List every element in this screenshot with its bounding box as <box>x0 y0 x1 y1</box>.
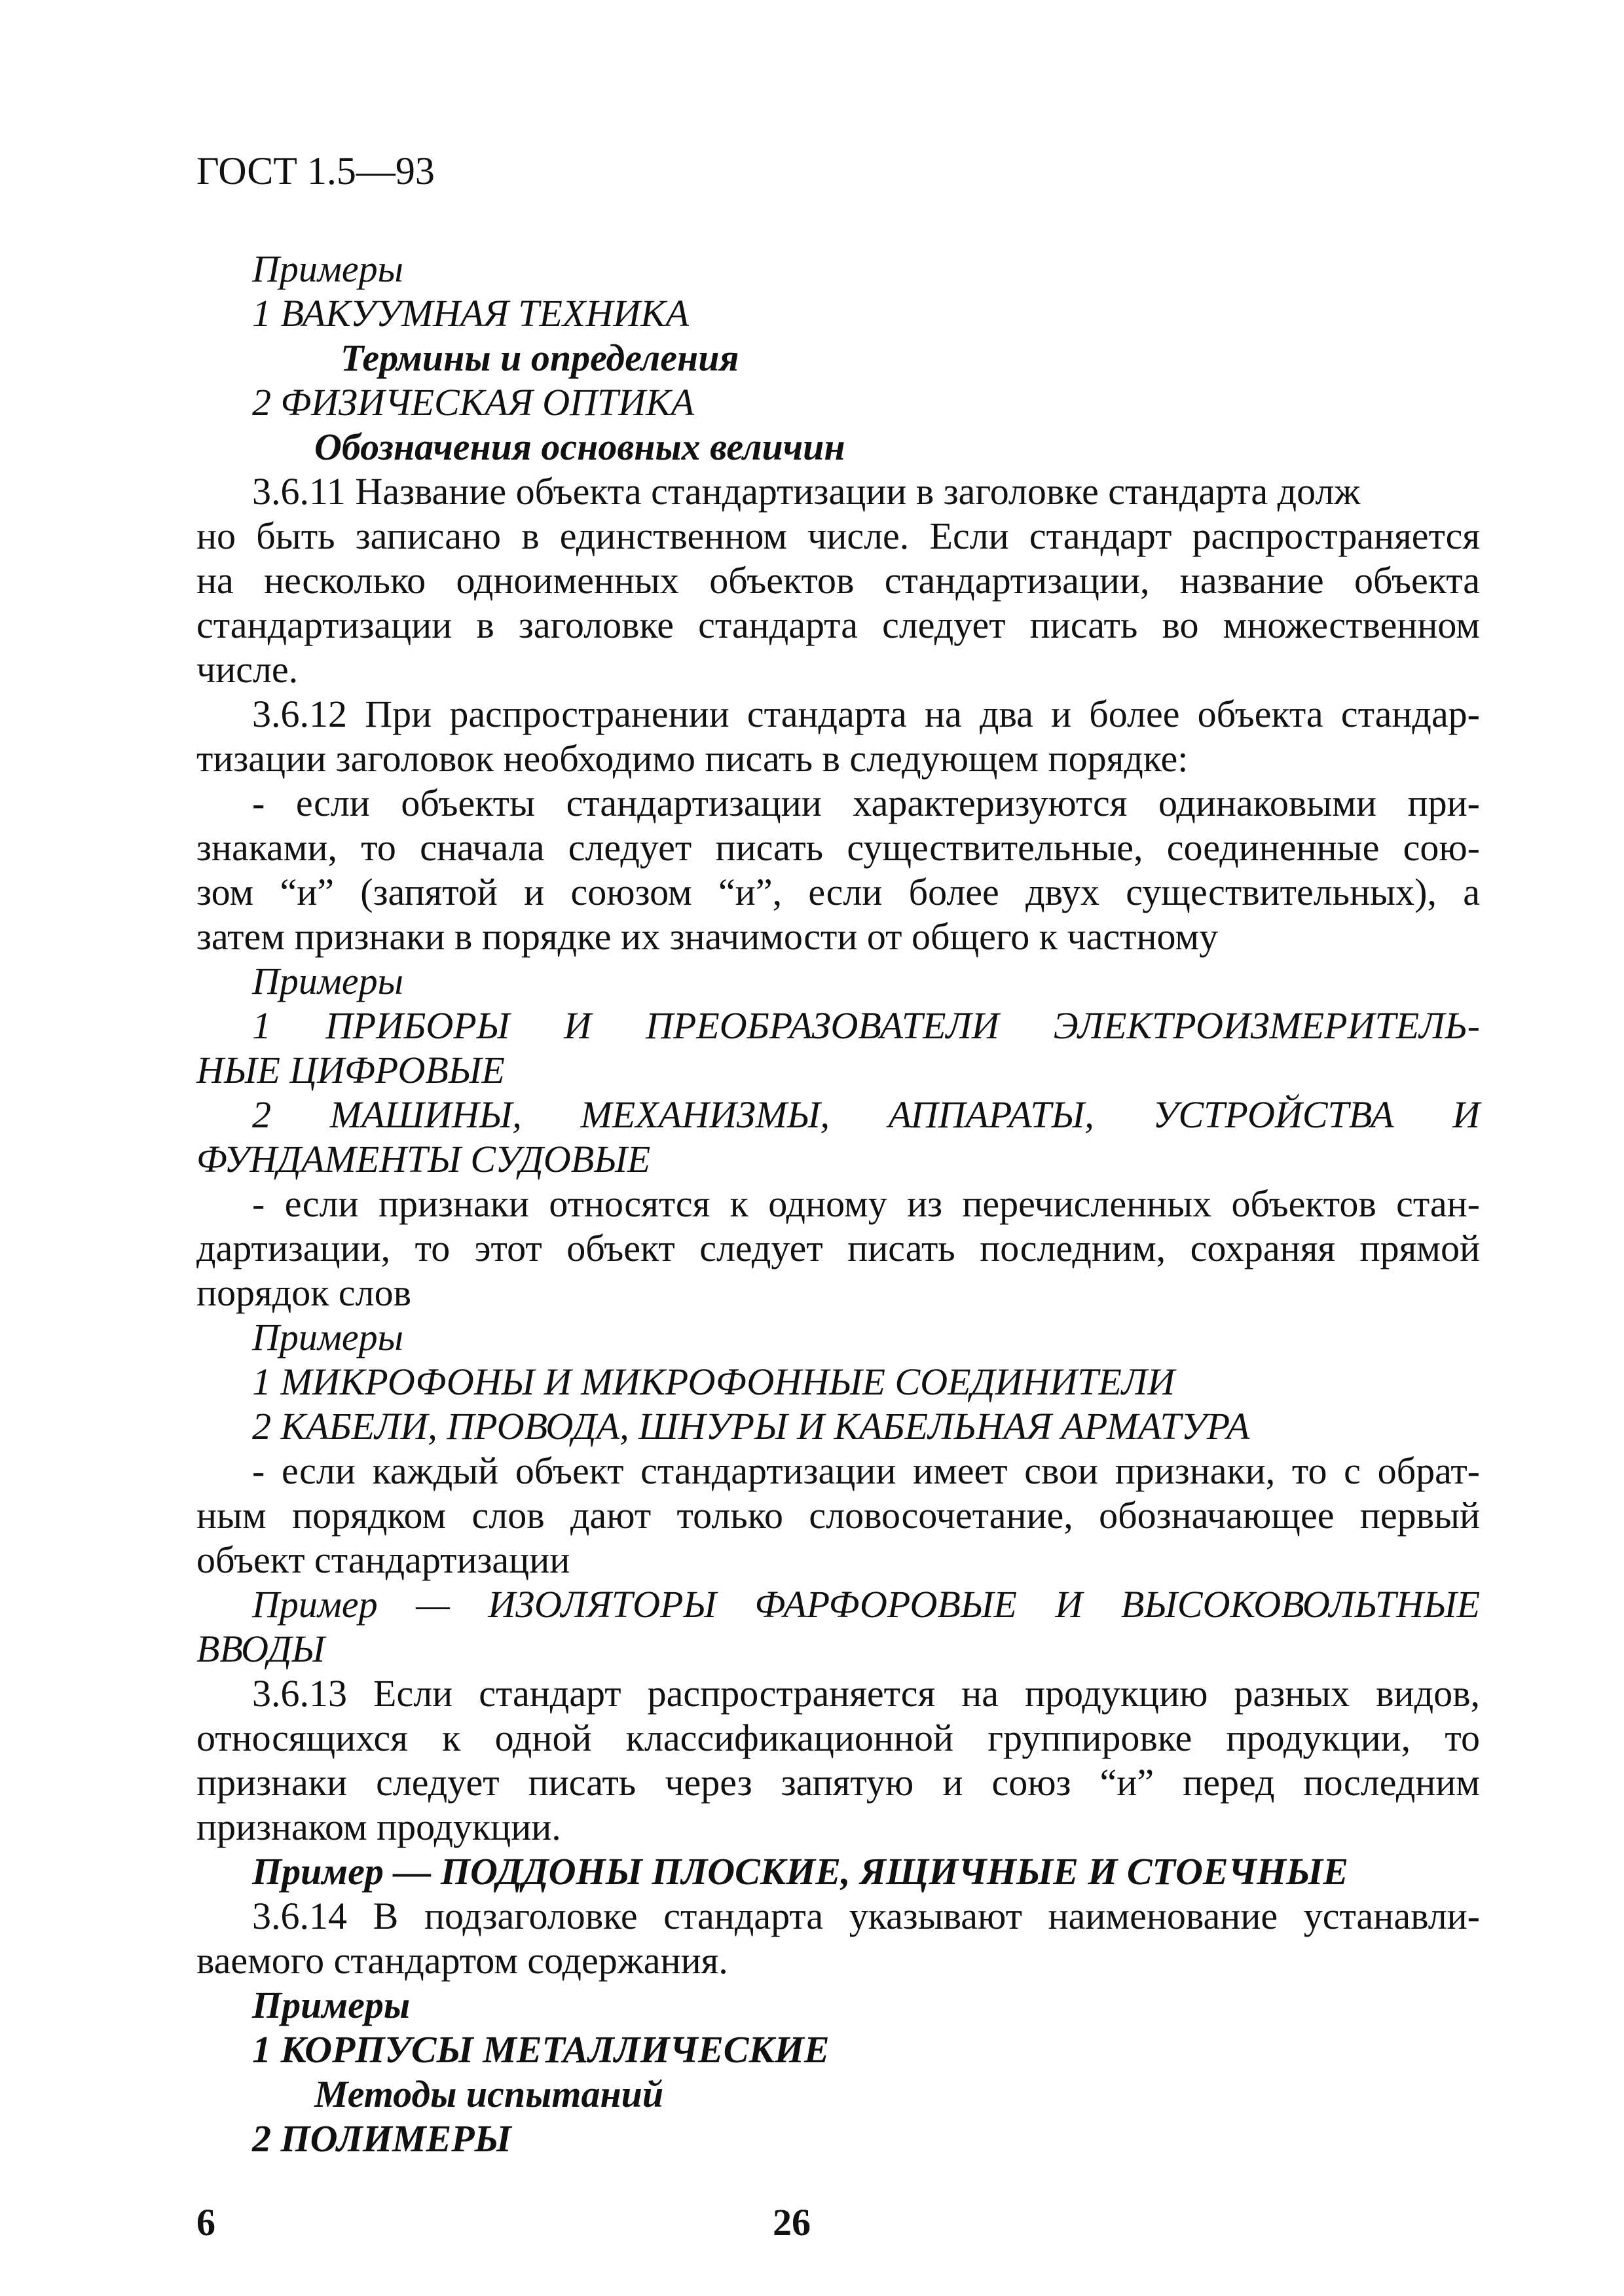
example-title: 1 ПРИБОРЫ И ПРЕОБРАЗОВАТЕЛИ ЭЛЕКТРОИЗМЕРИТЕЛЬ- <box>252 1004 1480 1047</box>
example-title: 2 МАШИНЫ, МЕХАНИЗМЫ, АППАРАТЫ, УСТРОЙСТВА И <box>252 1093 1480 1136</box>
paragraph-line: стандартизации в заголовке стандарта следует писать во множественном <box>196 604 1480 646</box>
page-header: ГОСТ 1.5—93 <box>196 149 435 192</box>
page-number-left: 6 <box>196 2201 215 2244</box>
paragraph-line: 3.6.13 Если стандарт распространяется на продукцию разных видов, <box>252 1672 1480 1715</box>
example-title: 1 ВАКУУМНАЯ ТЕХНИКА <box>252 292 690 335</box>
paragraph-line: знаками, то сначала следует писать существительные, соединенные сою- <box>196 826 1480 869</box>
paragraph-line: - если объекты стандартизации характеризуются одинаковыми при- <box>252 782 1480 824</box>
paragraph-line: ваемого стандартом содержания. <box>196 1939 728 1982</box>
paragraph-line: объект стандартизации <box>196 1539 570 1581</box>
paragraph-line: числе. <box>196 648 299 691</box>
examples-label: Примеры <box>252 247 403 290</box>
paragraph-line: 3.6.14 В подзаголовке стандарта указывают наименование устанавли- <box>252 1895 1480 1937</box>
paragraph-line: тизации заголовок необходимо писать в следующем порядке: <box>196 737 1189 780</box>
example-title: ФУНДАМЕНТЫ СУДОВЫЕ <box>196 1138 651 1180</box>
paragraph-line: признаком продукции. <box>196 1806 561 1848</box>
paragraph-line: признаки следует писать через запятую и союз “и” перед последним <box>196 1761 1480 1804</box>
example-title: 2 КАБЕЛИ, ПРОВОДА, ШНУРЫ И КАБЕЛЬНАЯ АРМАТУРА <box>252 1405 1250 1448</box>
paragraph-line: порядок слов <box>196 1271 411 1314</box>
example-line: ВВОДЫ <box>196 1628 325 1670</box>
examples-label: Примеры <box>252 1316 403 1358</box>
example-title: 1 КОРПУСЫ МЕТАЛЛИЧЕСКИЕ <box>252 2028 830 2071</box>
paragraph-line: 3.6.12 При распространении стандарта на два и более объекта стандар- <box>252 693 1480 735</box>
example-title: 2 ФИЗИЧЕСКАЯ ОПТИКА <box>252 381 695 424</box>
paragraph-line: 3.6.11 Название объекта стандартизации в заголовке стандарта долж <box>252 470 1361 513</box>
paragraph-line: зом “и” (запятой и союзом “и”, если более двух существительных), а <box>196 871 1480 913</box>
example-title: НЫЕ ЦИФРОВЫЕ <box>196 1049 505 1091</box>
paragraph-line: относящихся к одной классификационной группировке продукции, то <box>196 1717 1480 1759</box>
paragraph-line: затем признаки в порядке их значимости от общего к частному <box>196 915 1219 958</box>
example-subtitle: Обозначения основных величин <box>314 426 845 468</box>
examples-label: Примеры <box>252 1984 411 2026</box>
example-title: 2 ПОЛИМЕРЫ <box>252 2117 511 2160</box>
example-line: Пример — ПОДДОНЫ ПЛОСКИЕ, ЯЩИЧНЫЕ И СТОЕЧНЫЕ <box>252 1850 1348 1893</box>
page-number-center: 26 <box>773 2201 811 2244</box>
paragraph-line: ным порядком слов дают только словосочетание, обозначающее первый <box>196 1494 1480 1537</box>
paragraph-line: - если каждый объект стандартизации имеет свои признаки, то с обрат- <box>252 1449 1480 1492</box>
examples-label: Примеры <box>252 960 403 1002</box>
paragraph-line: - если признаки относятся к одному из перечисленных объектов стан- <box>252 1182 1480 1225</box>
example-subtitle: Методы испытаний <box>314 2073 664 2115</box>
paragraph-line: но быть записано в единственном числе. Если стандарт распространяется <box>196 515 1480 557</box>
example-line: Пример — ИЗОЛЯТОРЫ ФАРФОРОВЫЕ И ВЫСОКОВОЛЬТНЫЕ <box>252 1583 1480 1626</box>
paragraph-line: на несколько одноименных объектов стандартизации, название объекта <box>196 559 1480 602</box>
paragraph-line: дартизации, то этот объект следует писать последним, сохраняя прямой <box>196 1227 1480 1269</box>
example-subtitle: Термины и определения <box>341 337 739 379</box>
example-title: 1 МИКРОФОНЫ И МИКРОФОННЫЕ СОЕДИНИТЕЛИ <box>252 1360 1175 1403</box>
